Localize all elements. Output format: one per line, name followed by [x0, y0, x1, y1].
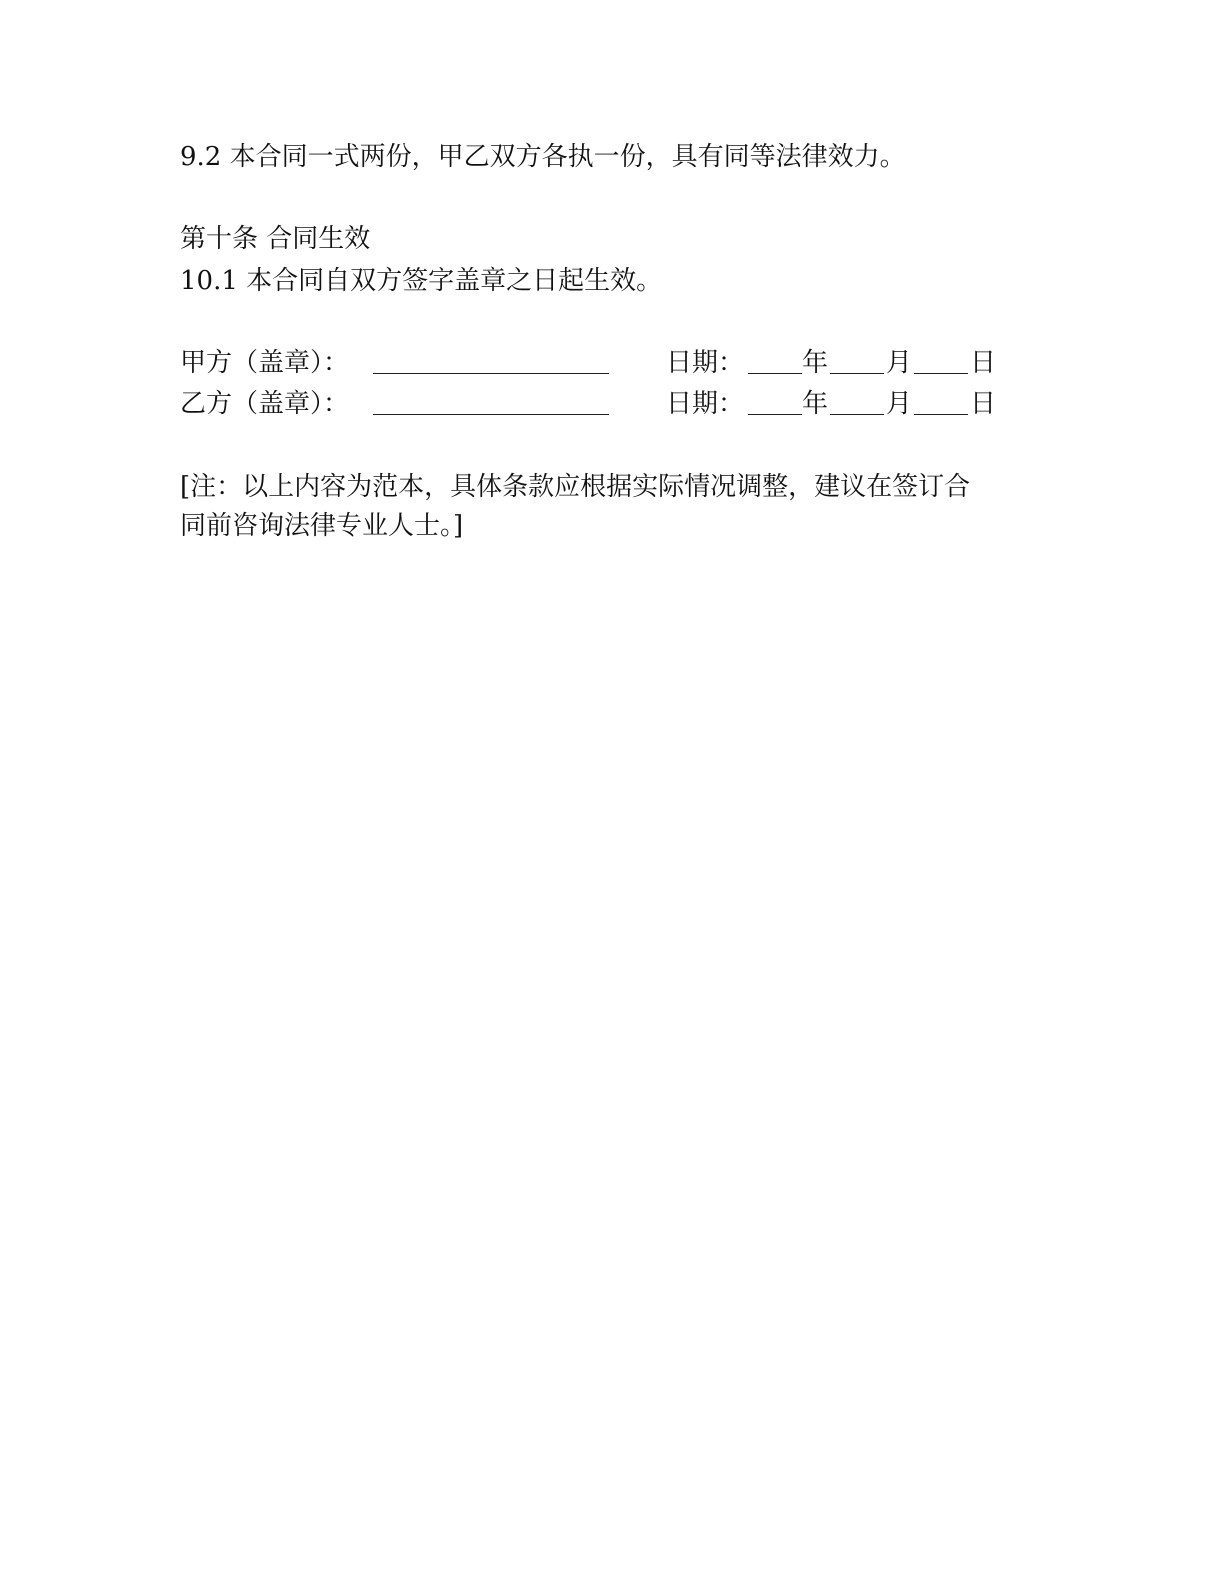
- month-label: 月: [886, 348, 913, 378]
- party-a-signature-row: [180, 346, 1040, 380]
- template-note: [180, 468, 1040, 546]
- day-blank: [914, 346, 968, 374]
- party-a-label: 甲方（盖章）：: [180, 348, 350, 378]
- day-label: 日: [970, 389, 997, 419]
- year-blank: [748, 346, 802, 374]
- clause-9-2: 9.2 本合同一式两份，甲乙双方各执一份，具有同等法律效力。: [180, 142, 906, 172]
- year-label: 年: [802, 389, 829, 419]
- date-label: 日期：: [666, 348, 745, 378]
- month-blank: [830, 346, 884, 374]
- month-blank: [830, 387, 884, 415]
- year-blank: [748, 387, 802, 415]
- party-a-signature-blank: [373, 346, 609, 374]
- day-label: 日: [970, 348, 997, 378]
- month-label: 月: [886, 389, 913, 419]
- note-line-2: 同前咨询法律专业人士。]: [180, 511, 464, 541]
- note-line-1: [注：以上内容为范本，具体条款应根据实际情况调整，建议在签订合: [180, 472, 971, 502]
- party-b-signature-blank: [373, 387, 609, 415]
- date-label: 日期：: [666, 389, 745, 419]
- day-blank: [914, 387, 968, 415]
- clause-10-1: 10.1 本合同自双方签字盖章之日起生效。: [180, 266, 663, 296]
- article-10-heading: 第十条 合同生效: [180, 224, 371, 254]
- party-b-signature-row: [180, 387, 1040, 421]
- year-label: 年: [802, 348, 829, 378]
- party-b-label: 乙方（盖章）：: [180, 389, 350, 419]
